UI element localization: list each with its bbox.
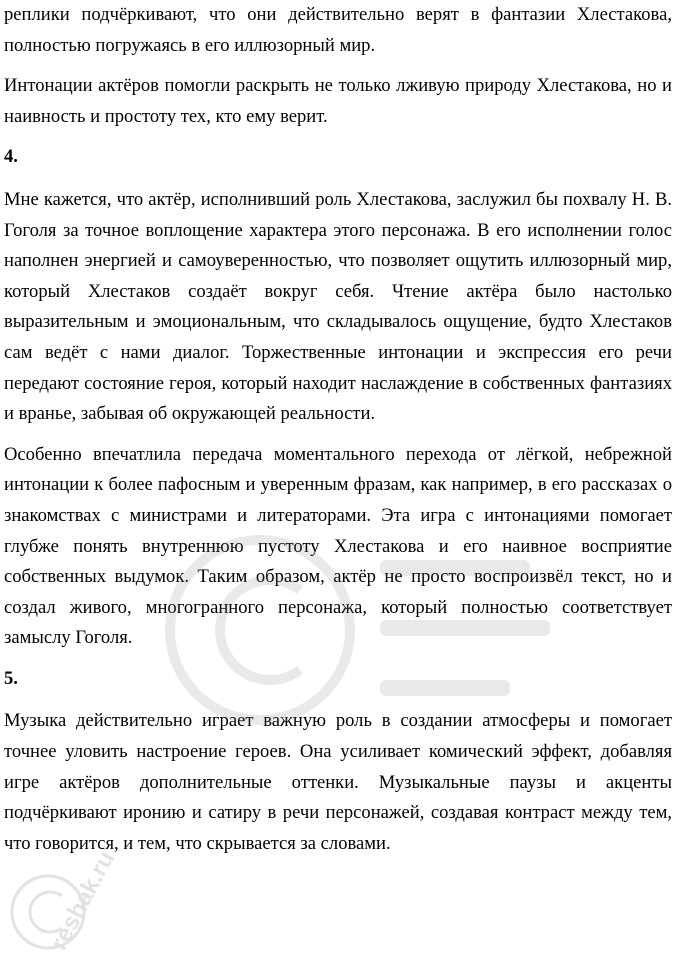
paragraph-transition: Особенно впечатлила передача моментального перехода от лёгкой, небрежной интонации к более пафосным и уверенным фразам, как например, в его рассказах о знакомствах с министрами и литераторами. Эта игра с интонациями помогает глубже понять внутреннюю пустоту Хлестакова и его наивное восприятие собственных выдумок. Таким образом, актёр не просто воспроизвёл текст, но и создал живого, многогранного персонажа, который полностью соответствует замыслу Гоголя. — [4, 443, 672, 649]
paragraph-continuation: реплики подчёркивают, что они действительно верят в фантазии Хлестакова, полностью погружаясь в его иллюзорный мир. — [4, 4, 672, 56]
section-number-4: 4. — [4, 146, 18, 168]
section-number-5: 5. — [4, 667, 18, 689]
document-page — [4, 0, 672, 859]
paragraph-music: Музыка действительно играет важную роль в создании атмосферы и помогает точнее уловить настроение героев. Она усиливает комический эффект, добавляя игре актёров дополнительные оттенки. Музыкальные паузы и акценты подчёркивают иронию и сатиру в речи персонажей, создавая контраст между тем, что говорится, и тем, что скрывается за словами. — [4, 710, 672, 854]
svg-text:reshak.ru: reshak.ru — [45, 846, 121, 955]
paragraph-intonations: Интонации актёров помогли раскрыть не только лживую природу Хлестакова, но и наивность и простоту тех, кто ему верит. — [4, 75, 672, 127]
paragraph-actor-performance: Мне кажется, что актёр, исполнивший роль Хлестакова, заслужил бы похвалу Н. В. Гоголя за точное воплощение характера этого персонажа. В его исполнении голос наполнен энергией и самоуверенностью, что позволяет ощутить иллюзорный мир, который Хлестаков создаёт вокруг себя. Чтение актёра было настолько выразительным и эмоциональным, что складывалось ощущение, будто Хлестаков сам ведёт с нами диалог. Торжественные интонации и экспрессия его речи передают состояние героя, который находит наслаждение в собственных фантазиях и вранье, забывая об окружающей реальности. — [4, 188, 672, 425]
